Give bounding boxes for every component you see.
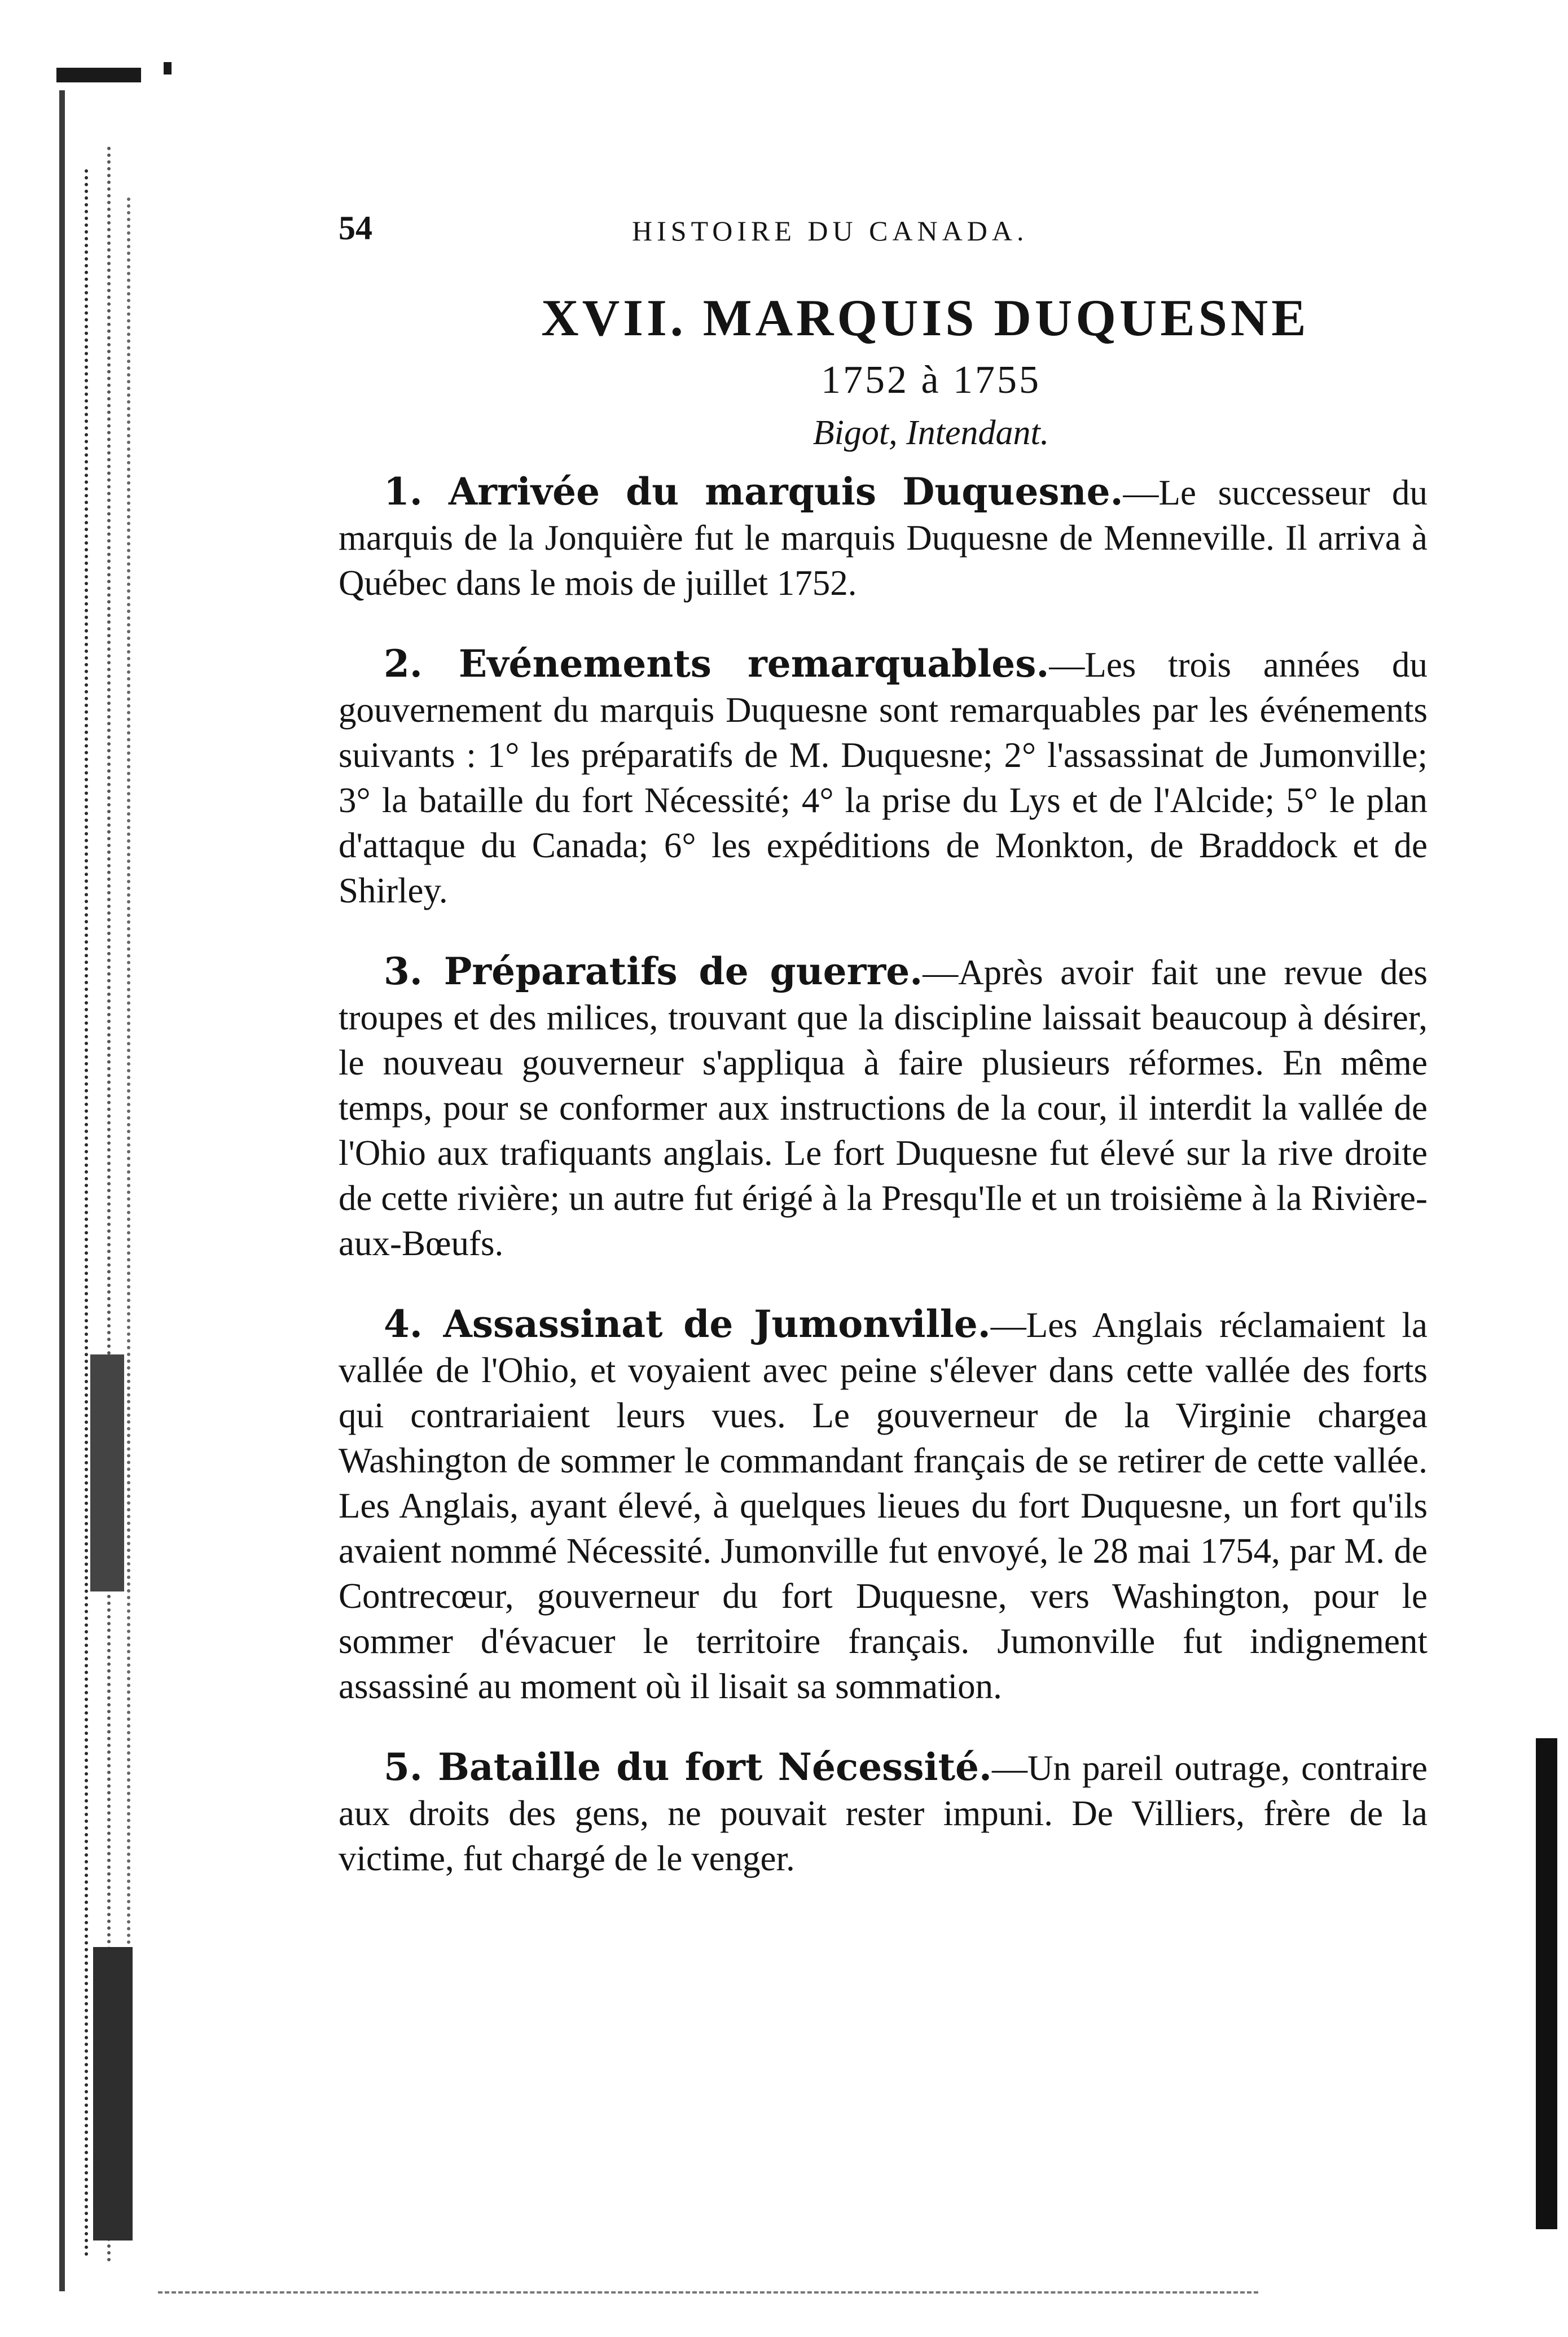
section-heading: 5. Bataille du fort Nécessité. — [384, 1745, 992, 1789]
section-heading: 3. Préparatifs de guerre. — [384, 949, 923, 993]
section-body: —Après avoir fait une revue des troupes et des milices, trouvant que la discipline laissait beaucoup à désirer, le nouveau gouverneur s'appliqua à faire plusieurs réformes. En même temps, pour se conformer aux instructions de la cour, il interdit la vallée de l'Ohio aux trafiquants anglais. Le fort Duquesne fut élevé sur la rive droite de cette rivière; un autre fut érigé à la Presqu'Ile et un troisième à la Rivière-aux-Bœufs. — [339, 953, 1428, 1263]
page-number: 54 — [339, 209, 372, 247]
running-title: HISTOIRE DU CANADA. — [632, 215, 1029, 247]
bottom-rule — [158, 2291, 1258, 2294]
chapter-title: XVII. MARQUIS DUQUESNE — [541, 289, 1310, 347]
section-5 — [339, 1744, 1428, 1881]
section-2 — [339, 641, 1428, 913]
chapter-dates: 1752 à 1755 — [820, 358, 1042, 402]
section-body: —Le successeur du marquis de la Jonquière fut le marquis Duquesne de Menneville. Il arriva à Québec dans le mois de juillet 1752. — [339, 473, 1428, 603]
section-3 — [339, 949, 1428, 1266]
section-1 — [339, 469, 1428, 606]
intendant-line: Bigot, Intendant. — [812, 414, 1049, 452]
scan-edge-bar — [1536, 1738, 1557, 2229]
section-heading: 2. Evénements remarquables. — [384, 642, 1049, 686]
page-header — [339, 203, 1428, 265]
section-4 — [339, 1301, 1428, 1709]
scan-gutter-marks — [0, 0, 181, 2337]
section-body: —Un pareil outrage, contraire aux droits des gens, ne pouvait rester impuni. De Villiers, frère de la victime, fut chargé de le venger. — [339, 1748, 1428, 1878]
section-body: —Les Anglais réclamaient la vallée de l'Ohio, et voyaient avec peine s'élever dans cette vallée des forts qui contrariaient leurs vues. Le gouverneur de la Virginie chargea Washington de sommer le commandant français de se retirer de cette vallée. Les Anglais, ayant élevé, à quelques lieues du fort Duquesne, un fort qu'ils avaient nommé Nécessité. Jumonville fut envoyé, le 28 mai 1754, par M. de Contrecœur, gouverneur du fort Duquesne, vers Washington, pour le sommer d'évacuer le territoire français. Jumonville fut indignement assassiné au moment où il lisait sa sommation. — [339, 1305, 1428, 1706]
section-body: —Les trois années du gouvernement du marquis Duquesne sont remarquables par les événements suivants : 1° les préparatifs de M. Duquesne; 2° l'assassinat de Jumonville; 3° la bataille du fort Nécessité; 4° la prise du Lys et de l'Alcide; 5° le plan d'attaque du Canada; 6° les expéditions de Monkton, de Braddock et de Shirley. — [339, 645, 1428, 910]
section-heading: 1. Arrivée du marquis Duquesne. — [384, 470, 1123, 514]
page-content — [339, 203, 1428, 1917]
section-heading: 4. Assassinat de Jumonville. — [384, 1302, 991, 1346]
